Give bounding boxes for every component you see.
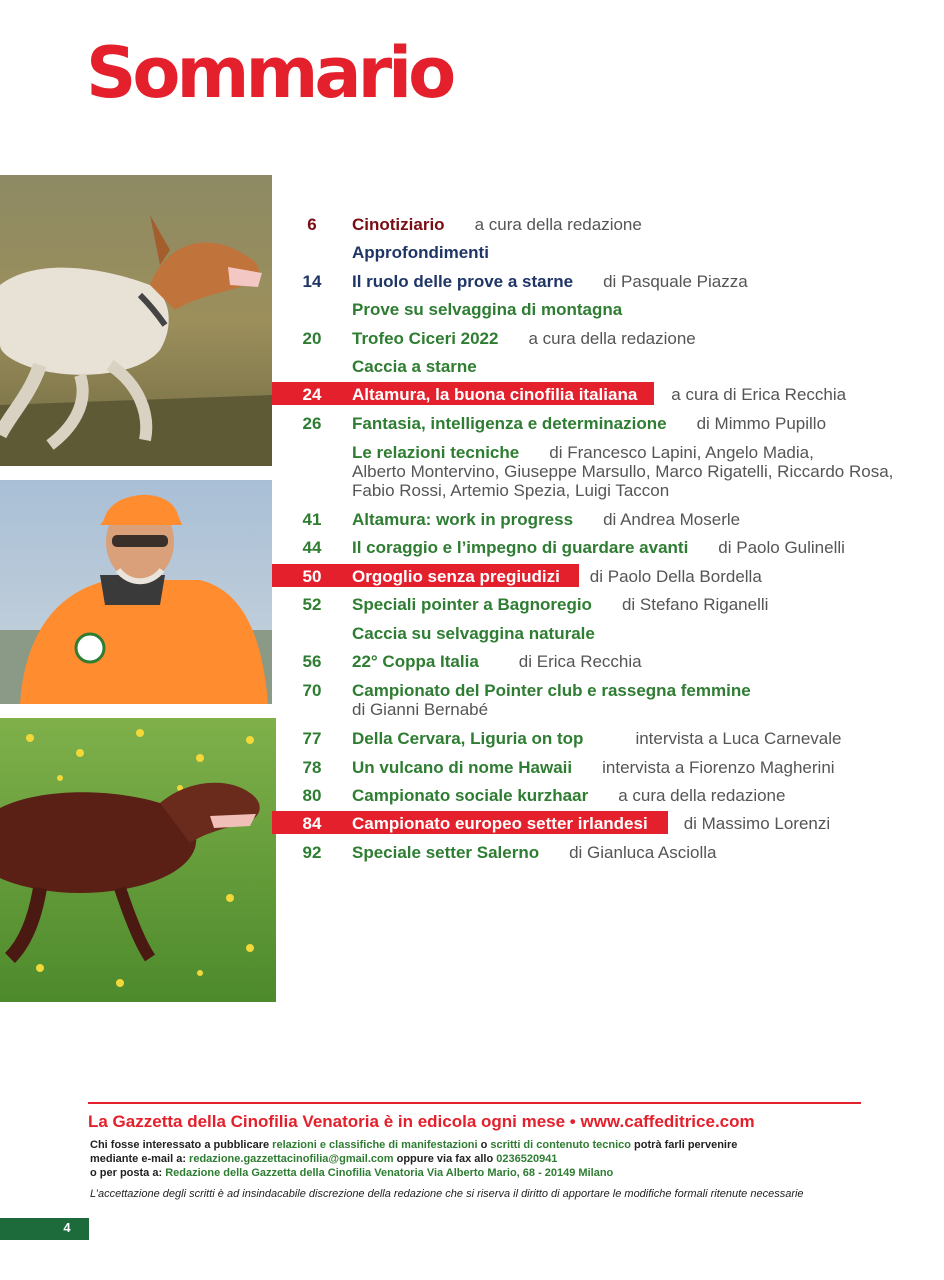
setter-dog-photo — [0, 718, 276, 1002]
toc-author: di Andrea Moserle — [603, 510, 741, 529]
toc-title: Il coraggio e l’impegno di guardare avanti di Paolo Gulinelli — [352, 538, 845, 557]
toc-page-number: 80 — [302, 786, 322, 805]
toc-author: a cura della redazione — [528, 329, 696, 348]
toc-title: Campionato europeo setter irlandesi di Massimo Lorenzi — [352, 814, 831, 833]
page-number: 4 — [63, 1220, 71, 1235]
toc-title: Campionato del Pointer club e rassegna femmine di Gianni Bernabé — [352, 681, 751, 719]
toc-title: Trofeo Ciceri 2022 a cura della redazione — [352, 329, 696, 348]
toc-page-number: 14 — [302, 272, 322, 291]
section-heading: Prove su selvaggina di montagna — [352, 300, 623, 319]
toc-title: Orgoglio senza pregiudizi di Paolo Della Bordella — [352, 567, 762, 586]
page-title: Sommario — [86, 32, 453, 114]
toc-page-number: 6 — [307, 215, 317, 234]
toc-title: Altamura, la buona cinofilia italiana a cura di Erica Recchia — [352, 385, 847, 404]
toc-author-continued: Alberto Montervino, Giuseppe Marsullo, Marco Rigatelli, Riccardo Rosa, — [352, 462, 894, 481]
toc-page-number: 70 — [302, 681, 322, 700]
toc-author: di Stefano Riganelli — [621, 595, 769, 614]
toc-title: Speciale setter Salerno di Gianluca Asciolla — [352, 843, 717, 862]
submission-line-2: mediante e-mail a: redazione.gazzettacinofilia@gmail.com oppure via fax allo 0236520941 — [90, 1153, 558, 1165]
toc-title: Cinotiziario a cura della redazione — [352, 215, 642, 234]
man-orange-jacket-photo — [0, 480, 272, 704]
postal-address: Redazione della Gazzetta della Cinofilia Venatoria Via Alberto Mario, 68 - 20149 Milano — [165, 1167, 614, 1179]
footer-divider — [88, 1102, 861, 1104]
toc-page-number: 52 — [302, 595, 322, 614]
toc-page-number: 26 — [302, 414, 322, 433]
toc-title: Un vulcano di nome Hawaii intervista a Fiorenzo Magherini — [352, 758, 835, 777]
toc-page-number: 50 — [302, 567, 322, 586]
toc-author: di Paolo Gulinelli — [718, 538, 845, 557]
toc-title: Speciali pointer a Bagnoregio di Stefano Riganelli — [352, 595, 769, 614]
footer-banner: La Gazzetta della Cinofilia Venatoria è in edicola ogni mese • www.caffeditrice.com — [88, 1112, 755, 1131]
toc-author: a cura di Erica Recchia — [671, 385, 847, 404]
toc-page-number: 92 — [302, 843, 322, 862]
toc-page-number: 56 — [302, 652, 322, 671]
toc-title: Il ruolo delle prove a starne di Pasquale Piazza — [352, 272, 748, 291]
toc-author: a cura della redazione — [618, 786, 786, 805]
submission-line-1: Chi fosse interessato a pubblicare relazioni e classifiche di manifestazioni o scritti di contenuto tecnico potrà farli pervenire — [90, 1139, 738, 1151]
toc-author: intervista a Fiorenzo Magherini — [602, 758, 835, 777]
toc-title: 22° Coppa Italia di Erica Recchia — [352, 652, 642, 671]
toc-page-number: 77 — [302, 729, 322, 748]
toc-title: Altamura: work in progress di Andrea Moserle — [352, 510, 741, 529]
disclaimer-note: L’accettazione degli scritti è ad insindacabile discrezione della redazione che si riserva il diritto di apportare le modifiche formali ritenute necessarie — [90, 1188, 804, 1200]
toc-author-continued: Fabio Rossi, Artemio Spezia, Luigi Taccon — [352, 481, 670, 500]
section-heading: Caccia su selvaggina naturale — [352, 624, 595, 643]
toc-author: intervista a Luca Carnevale — [635, 729, 842, 748]
fax-number: 0236520941 — [496, 1153, 558, 1165]
email-link[interactable]: redazione.gazzettacinofilia@gmail.com — [189, 1153, 394, 1165]
toc-title: Le relazioni tecniche di Francesco Lapini, Angelo Madia, Alberto Montervino, Giuseppe Marsullo, Marco Rigatelli, Riccardo Rosa, Fabio Rossi, Artemio Spezia, Luigi Taccon — [352, 443, 894, 500]
submission-info — [90, 1138, 737, 1180]
toc-author: di Erica Recchia — [518, 652, 642, 671]
toc-page-number: 84 — [302, 814, 322, 833]
toc-entry[interactable] — [272, 681, 892, 721]
toc-author: a cura della redazione — [474, 215, 642, 234]
toc-page-number: 20 — [302, 329, 322, 348]
toc-page-number: 41 — [302, 510, 322, 529]
toc-entry[interactable] — [272, 443, 892, 503]
toc-author: di Massimo Lorenzi — [683, 814, 831, 833]
running-dog-photo — [0, 175, 272, 466]
toc-page-number: 44 — [302, 538, 322, 557]
toc-title: Della Cervara, Liguria on top intervista a Luca Carnevale — [352, 729, 842, 748]
toc-title: Fantasia, intelligenza e determinazione di Mimmo Pupillo — [352, 414, 827, 433]
toc-title: Campionato sociale kurzhaar a cura della redazione — [352, 786, 786, 805]
toc-author: di Paolo Della Bordella — [589, 567, 762, 586]
toc-page-number: 24 — [302, 385, 322, 404]
toc-author: di Gianni Bernabé — [352, 700, 489, 719]
section-heading: Caccia a starne — [352, 357, 477, 376]
toc-author: di Pasquale Piazza — [603, 272, 748, 291]
toc-page-number: 78 — [302, 758, 322, 777]
toc-author: di Mimmo Pupillo — [696, 414, 827, 433]
toc-author: di Francesco Lapini, Angelo Madia, — [549, 443, 814, 462]
submission-line-3: o per posta a: Redazione della Gazzetta della Cinofilia Venatoria Via Alberto Mario, 68 - 20149 Milano — [90, 1167, 614, 1179]
toc-author: di Gianluca Asciolla — [569, 843, 717, 862]
section-heading: Approfondimenti — [352, 243, 489, 262]
